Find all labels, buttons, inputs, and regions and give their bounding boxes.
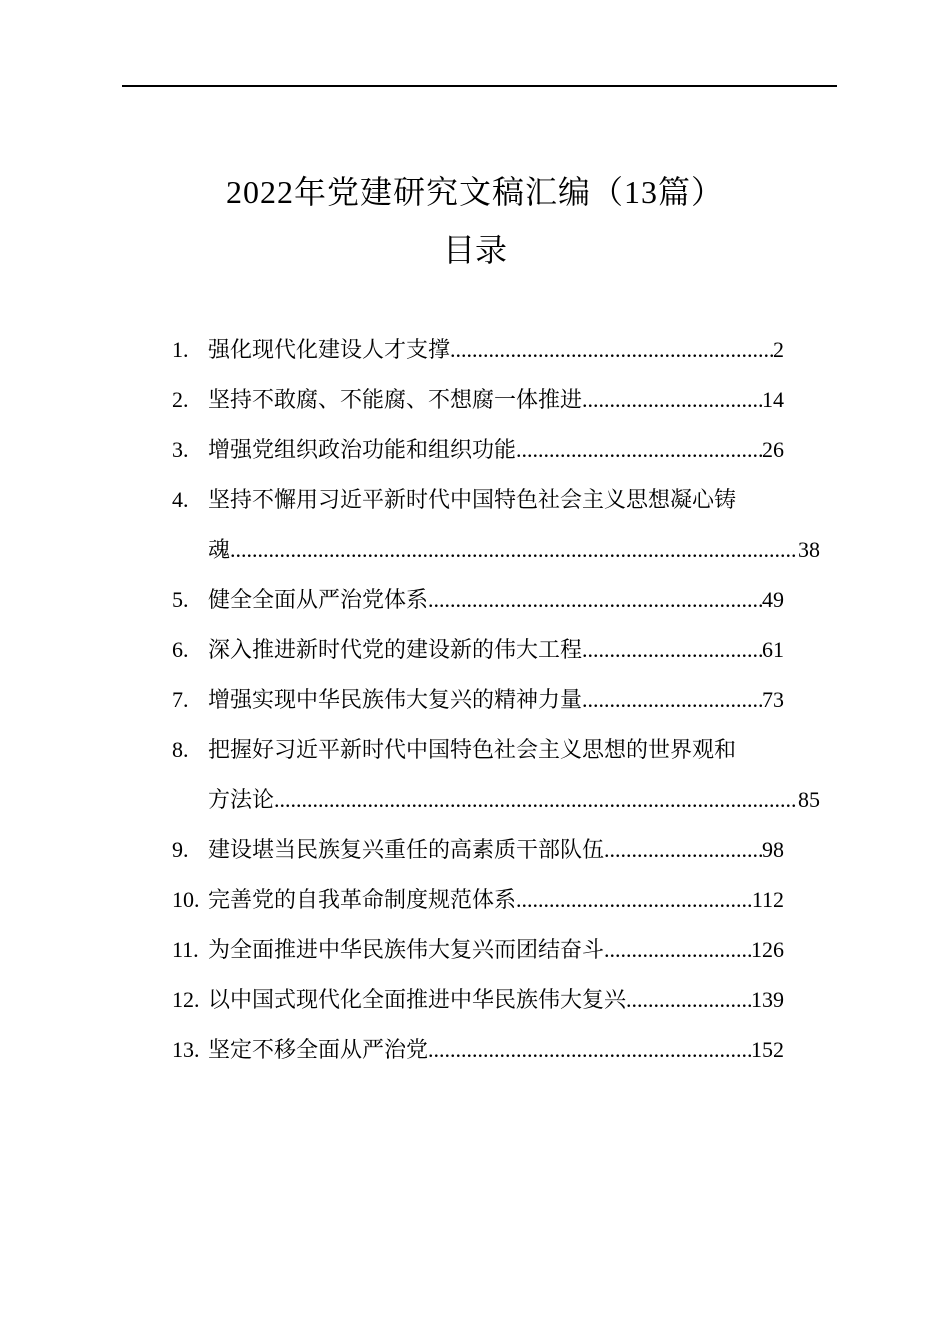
- toc-entry-page: 2: [773, 337, 784, 362]
- dot-leader: [604, 925, 751, 975]
- toc-entry[interactable]: [172, 675, 822, 725]
- toc-entry[interactable]: [172, 1025, 822, 1075]
- toc-entry-page: 14: [762, 387, 784, 412]
- toc-entry-page: 73: [762, 687, 784, 712]
- toc-entry[interactable]: [172, 725, 822, 825]
- toc-entry-title: 坚持不懈用习近平新时代中国特色社会主义思想凝心铸: [208, 488, 737, 513]
- toc-entry-title: 把握好习近平新时代中国特色社会主义思想的世界观和: [208, 738, 737, 763]
- dot-leader: [428, 1025, 751, 1075]
- dot-leader: [450, 325, 773, 375]
- document-title: 2022年党建研究文稿汇编（13篇）: [225, 174, 724, 210]
- toc-heading: 目录: [442, 231, 507, 269]
- toc-entry[interactable]: [172, 325, 822, 375]
- toc-entry-title: 深入推进新时代党的建设新的伟大工程: [208, 638, 583, 663]
- toc-entry-number: 3.: [172, 437, 189, 462]
- toc-entry-title: 坚定不移全面从严治党: [208, 1038, 429, 1063]
- toc-entry-title: 建设堪当民族复兴重任的高素质干部队伍: [208, 838, 605, 863]
- toc-entry-page: 61: [762, 637, 784, 662]
- toc-entry[interactable]: [172, 475, 822, 575]
- toc-entry-number: 1.: [172, 337, 189, 362]
- toc-entry-title: 为全面推进中华民族伟大复兴而团结奋斗: [208, 938, 605, 963]
- toc-entry-number: 4.: [172, 487, 189, 512]
- toc-entry[interactable]: [172, 825, 822, 875]
- toc-entry-title: 增强党组织政治功能和组织功能: [208, 438, 517, 463]
- toc-entry-number: 11.: [172, 937, 199, 962]
- dot-leader: [230, 525, 798, 575]
- dot-leader: [626, 975, 751, 1025]
- table-of-contents: [172, 325, 822, 1075]
- toc-entry-title: 完善党的自我革命制度规范体系: [208, 888, 517, 913]
- toc-entry-number: 12.: [172, 987, 200, 1012]
- toc-entry-number: 6.: [172, 637, 189, 662]
- toc-entry-page: 38: [798, 537, 820, 562]
- dot-leader: [516, 425, 762, 475]
- toc-entry-title: 增强实现中华民族伟大复兴的精神力量: [208, 688, 583, 713]
- toc-entry-title: 强化现代化建设人才支撑: [208, 338, 451, 363]
- dot-leader: [428, 575, 762, 625]
- toc-entry[interactable]: [172, 425, 822, 475]
- toc-entry[interactable]: [172, 975, 822, 1025]
- toc-entry-title-continued: 魂: [208, 538, 231, 563]
- toc-entry-number: 7.: [172, 687, 189, 712]
- toc-entry[interactable]: [172, 575, 822, 625]
- toc-entry-number: 2.: [172, 387, 189, 412]
- dot-leader: [582, 625, 762, 675]
- toc-entry-page: 49: [762, 587, 784, 612]
- toc-entry[interactable]: [172, 925, 822, 975]
- toc-entry-number: 10.: [172, 887, 200, 912]
- toc-entry-title: 健全全面从严治党体系: [208, 588, 429, 613]
- dot-leader: [604, 825, 762, 875]
- toc-entry[interactable]: [172, 625, 822, 675]
- toc-entry-page: 126: [751, 937, 784, 962]
- toc-entry-page: 98: [762, 837, 784, 862]
- toc-entry-page: 139: [751, 987, 784, 1012]
- toc-entry-title: 坚持不敢腐、不能腐、不想腐一体推进: [208, 388, 583, 413]
- toc-entry-number: 5.: [172, 587, 189, 612]
- toc-entry-title-continued: 方法论: [208, 788, 275, 813]
- toc-entry-page: 112: [751, 887, 784, 912]
- dot-leader: [582, 375, 762, 425]
- toc-entry-page: 26: [762, 437, 784, 462]
- toc-entry-number: 13.: [172, 1037, 200, 1062]
- toc-entry-page: 85: [798, 787, 820, 812]
- toc-entry-title: 以中国式现代化全面推进中华民族伟大复兴: [208, 988, 627, 1013]
- toc-entry[interactable]: [172, 875, 822, 925]
- toc-entry-number: 8.: [172, 737, 189, 762]
- header-rule: [122, 85, 837, 87]
- toc-entry-page: 152: [751, 1037, 784, 1062]
- toc-entry-number: 9.: [172, 837, 189, 862]
- dot-leader: [582, 675, 762, 725]
- dot-leader: [516, 875, 752, 925]
- toc-entry[interactable]: [172, 375, 822, 425]
- dot-leader: [274, 775, 798, 825]
